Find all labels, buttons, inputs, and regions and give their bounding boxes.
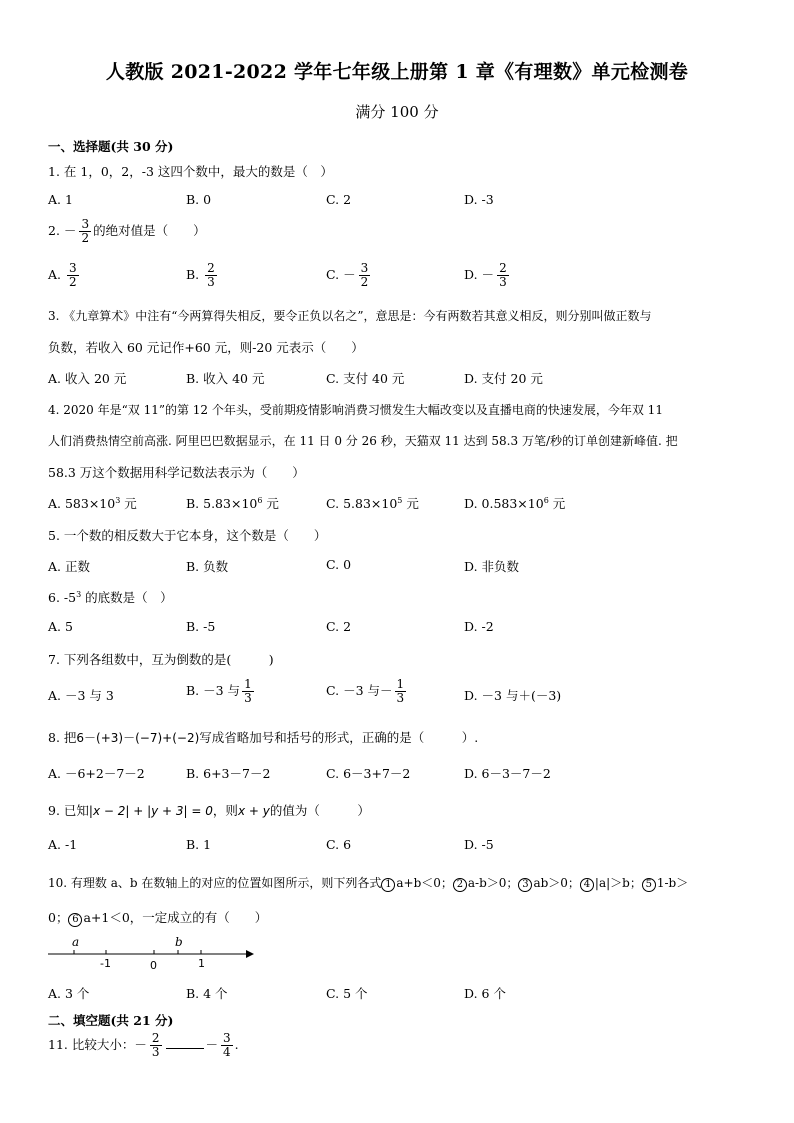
q2-option-b: B. $\frac{2}{3}$ [186,261,215,289]
question-4-line-2: 人们消费热情空前高涨. 阿里巴巴数据显示，在 11 日 0 分 26 秒，天猫双 11 达到 58.3 万笔/秒的订单创建新峰值. 把 [48,434,678,448]
label-1: 1 [198,957,205,970]
question-9-stem: 9. 已知|x − 2| + |y + 3| = 0，则x + y的值为（ ） [48,803,370,818]
q3-option-a: A. 收入 20 元 [48,371,127,386]
q6-option-c: C. 2 [326,619,352,634]
q3-option-b: B. 收入 40 元 [186,371,265,386]
label-a: a [72,936,80,949]
question-8-stem: 8. 把6－(+3)－(−7)+(−2)写成省略加号和括号的形式，正确的是（ ）. [48,730,479,745]
q7-option-c: C. －3 与－ $\frac{1}{3}$ [326,677,405,705]
q7-option-d: D. －3 与＋(－3) [464,688,562,703]
section-fill-heading: 二、填空题(共 21 分) [48,1013,174,1028]
q1-option-d: D. -3 [464,192,494,207]
q5-option-b: B. 负数 [186,559,229,574]
q4-option-c: C. $5.83\times 10^5$ 元 [326,495,419,511]
q2-option-c: C. － $\frac{3}{2}$ [326,261,369,289]
q4-option-d: D. $0.583\times 10^6$ 元 [464,495,566,511]
q2-option-d: D. － $\frac{2}{3}$ [464,261,507,289]
q8-option-a: A. －6+2－7－2 [48,766,145,781]
q7-option-b: B. －3 与 $\frac{1}{3}$ [186,677,252,705]
q4-option-a: A. $583\times 10^3$ 元 [48,495,137,511]
q2-option-a: A. $\frac{3}{2}$ [48,261,77,289]
q8-option-c: C. 6－3+7－2 [326,766,411,781]
number-line-arrow [246,950,254,958]
question-4-line-1: 4. 2020 年是“双 11”的第 12 个年头，受前期疫情影响消费习惯发生大幅改变以及直播电商的快速发展，今年双 11 [48,403,663,417]
q10-option-c: C. 5 个 [326,986,368,1001]
q9-option-a: A. -1 [48,837,78,852]
q6-option-d: D. -2 [464,619,494,634]
q3-option-d: D. 支付 20 元 [464,371,543,386]
q8-option-d: D. 6－3－7－2 [464,766,551,781]
fraction: $\frac{3}{2}$ [81,217,90,245]
q10-option-d: D. 6 个 [464,986,506,1001]
q9-option-b: B. 1 [186,837,212,852]
question-3-line-1: 3. 《九章算术》中注有“今两算得失相反，要令正负以名之”，意思是：今有两数若其意义相反，则分别叫做正数与 [48,309,652,323]
q9-option-d: D. -5 [464,837,494,852]
question-6-stem: 6. $-5^3$ 的底数是（ ） [48,589,173,605]
q4-option-b: B. $5.83\times 10^6$ 元 [186,495,279,511]
label-minus-1: -1 [100,957,111,970]
question-3-line-2: 负数，若收入 60 元记作+60 元，则-20 元表示（ ） [48,340,364,355]
number-line-figure [48,936,258,976]
q8-option-b: B. 6+3－7－2 [186,766,271,781]
q10-option-a: A. 3 个 [48,986,90,1001]
q1-option-b: B. 0 [186,192,212,207]
question-1-stem: 1. 在 1，0，2，-3 这四个数中，最大的数是（ ） [48,164,333,179]
q3-option-c: C. 支付 40 元 [326,371,405,386]
question-7-stem: 7. 下列各组数中，互为倒数的是( ) [48,652,274,667]
q5-option-d: D. 非负数 [464,559,520,574]
question-11-stem: 11. 比较大小：－ $\frac{2}{3}$ － $\frac{3}{4}$ . [48,1031,239,1059]
q7-option-a: A. －3 与 3 [48,688,114,703]
q10-option-b: B. 4 个 [186,986,228,1001]
q9-option-c: C. 6 [326,837,352,852]
q5-option-a: A. 正数 [48,559,90,574]
label-0: 0 [150,959,157,972]
question-10-line-2: 0； 6 a+1＜0，一定成立的有（ ） [48,910,268,925]
question-2-stem: 2. － $\frac{3}{2}$ 的绝对值是（ ） [48,217,206,245]
q6-option-a: A. 5 [48,619,73,634]
section-choice-heading: 一、选择题(共 30 分) [48,139,174,154]
q1-option-c: C. 2 [326,192,352,207]
q1-option-a: A. 1 [48,192,73,207]
q5-option-c: C. 0 [326,557,352,572]
page-subtitle: 满分 100 分 [355,103,439,121]
q6-option-b: B. -5 [186,619,216,634]
question-10-line-1: 10. 有理数 a、b 在数轴上的对应的位置如图所示，则下列各式 1 a+b＜0； 2 a-b＞0； 3 ab＞0； 4 |a|＞b； 5 1-b＞ [48,876,689,890]
question-4-line-3: 58.3 万这个数据用科学记数法表示为（ ） [48,465,305,480]
page-title: 人教版 2021-2022 学年七年级上册第 1 章《有理数》单元检测卷 [105,61,689,83]
label-b: b [175,936,183,949]
question-5-stem: 5. 一个数的相反数大于它本身，这个数是（ ） [48,528,327,543]
answer-blank[interactable] [166,1038,204,1049]
